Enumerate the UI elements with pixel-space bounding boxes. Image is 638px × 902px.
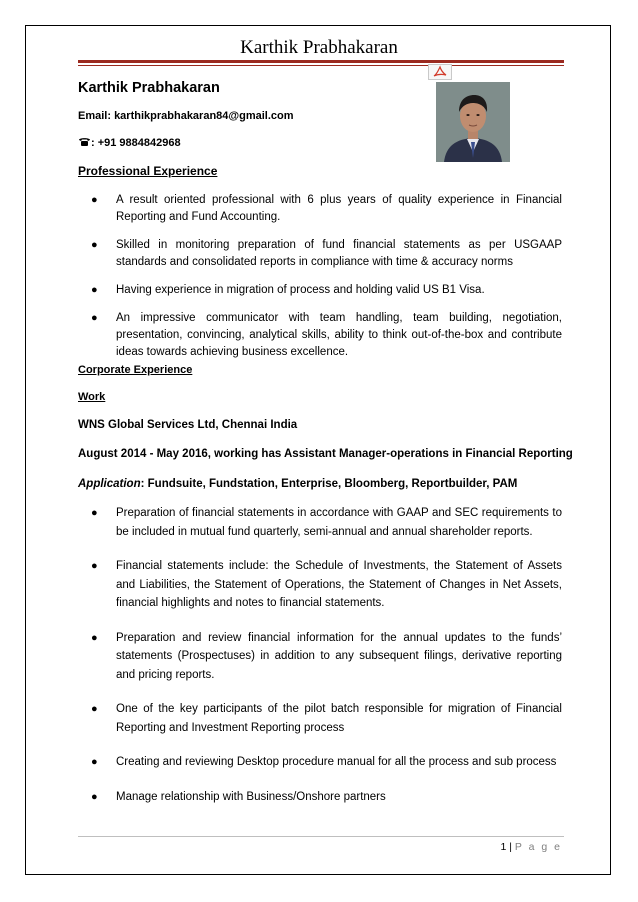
list-item: ● Skilled in monitoring preparation of fund financial statements as per USGAAP standards and consolidated reports in compliance with time & accuracy norms <box>91 239 562 268</box>
phone-icon <box>78 136 91 147</box>
page-label: P a g e <box>514 841 562 853</box>
bullet-dot: ● <box>91 756 98 768</box>
footer-rule <box>78 836 564 837</box>
list-item: ● Preparation of financial statements in accordance with GAAP and SEC requirements to be included in mutual fund quarterly, semi-annual and annual shareholder reports. <box>78 504 562 541</box>
bullet-dot: ● <box>91 284 98 296</box>
list-item: ● A result oriented professional with 6 plus years of quality experience in Financial Reporting and Fund Accounting. <box>91 194 562 223</box>
corporate-experience-list <box>78 504 562 822</box>
profile-photo <box>436 82 510 162</box>
work-heading: Work <box>78 391 106 403</box>
pdf-icon-glyph <box>429 65 451 79</box>
application-value: : Fundsuite, Fundstation, Enterprise, Bloomberg, Reportbuilder, PAM <box>140 478 518 490</box>
application-line <box>78 478 517 490</box>
page-footer <box>0 841 562 853</box>
bullet-dot: ● <box>91 703 98 715</box>
candidate-name: Karthik Prabhakaran <box>78 80 220 96</box>
professional-experience-heading: Professional Experience <box>78 164 218 178</box>
page-number: 1 <box>500 841 507 853</box>
list-item: ● One of the key participants of the pilot batch responsible for migration of Financial Reporting and Investment Reporting process <box>78 700 562 737</box>
header-rule-thick <box>78 60 564 63</box>
company-name: WNS Global Services Ltd, Chennai India <box>78 419 298 431</box>
profile-photo-image <box>436 82 510 162</box>
bullet-dot: ● <box>91 312 98 324</box>
bullet-dot: ● <box>91 239 98 251</box>
list-item: ● Preparation and review financial information for the annual updates to the funds’ statements (Prospectuses) in addition to any subsequent filings, derivative reporting and pricing reports. <box>78 629 562 685</box>
phone-number: : +91 9884842968 <box>91 137 181 149</box>
page-separator: | <box>506 841 515 853</box>
corporate-experience-heading: Corporate Experience <box>78 364 193 376</box>
bullet-dot: ● <box>91 194 98 206</box>
email-line: Email: karthikprabhakaran84@gmail.com <box>78 110 294 122</box>
application-label: Application <box>78 478 141 490</box>
professional-experience-list <box>78 192 562 372</box>
list-item: ● Manage relationship with Business/Onshore partners <box>78 788 562 807</box>
pdf-icon[interactable] <box>428 64 452 80</box>
header-title: Karthik Prabhakaran <box>240 37 398 58</box>
header-rule-thin <box>78 65 564 66</box>
phone-line <box>78 136 181 149</box>
bullet-dot: ● <box>91 790 98 803</box>
list-item: ● Creating and reviewing Desktop procedure manual for all the process and sub process <box>78 753 562 772</box>
list-item: ● An impressive communicator with team handling, team building, negotiation, presentation, convincing, analytical skills, ability to think out-of-the-box and contribute ideas towards achieving business excellence. <box>91 312 562 358</box>
role-line: August 2014 - May 2016, working has Assistant Manager-operations in Financial Reporting <box>78 448 573 460</box>
bullet-dot: ● <box>91 507 98 519</box>
bullet-dot: ● <box>91 560 98 572</box>
list-item: ● Financial statements include: the Schedule of Investments, the Statement of Assets and Liabilities, the Statement of Operations, the Statement of Changes in Net Assets, financial highlights and notes to financial statements. <box>78 557 562 613</box>
list-item: ● Having experience in migration of process and holding valid US B1 Visa. <box>78 282 562 299</box>
bullet-dot: ● <box>91 631 98 644</box>
